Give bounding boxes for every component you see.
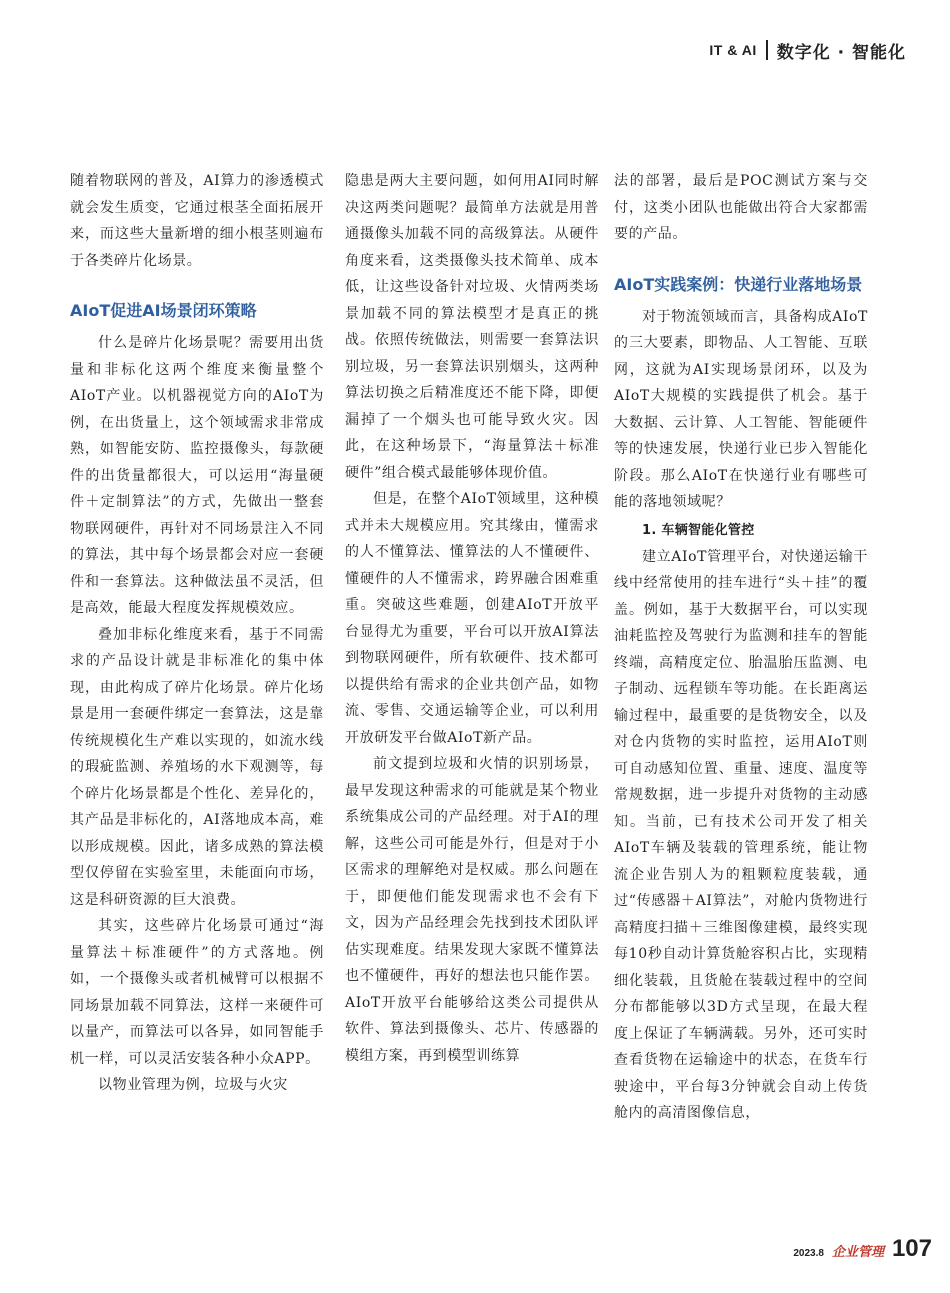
paragraph: 但是，在整个AIoT领域里，这种模式并未大规模应用。究其缘由，懂需求的人不懂算法、懂算法的人不懂硬件、懂硬件的人不懂需求，跨界融合困难重重。突破这些难题，创建AIoT开放平台显得尤为重要，平台可以开放AI算法到物联网硬件，所有软硬件、技术都可以提供给有需求的企业共创产品，如物流、零售、交通运输等企业，可以利用开放研发平台做AIoT新产品。 (345, 491, 599, 746)
page-number: 107 (891, 1235, 932, 1262)
subsection-heading: 1. 车辆智能化管控 (642, 522, 755, 538)
paragraph: 其实，这些碎片化场景可通过“海量算法＋标准硬件”的方式落地。例如，一个摄像头或者机械臂可以根据不同场景加载不同算法，这样一来硬件可以量产，而算法可以各异，如同智能手机一样，可以灵活安装各种小众APP。 (70, 918, 324, 1067)
section-tag: IT & AI (709, 42, 757, 58)
column-3 (614, 168, 868, 1127)
paragraph: 什么是碎片化场景呢？需要用出货量和非标化这两个维度来衡量整个AIoT产业。以机器视觉方向的AIoT为例，在出货量上，这个领域需求非常成熟，如智能安防、监控摄像头，每款硬件的出货量都很大，可以运用“海量硬件＋定制算法”的方式，先做出一整套物联网硬件，再针对不同场景注入不同的算法，其中每个场景都会对应一套硬件和一套算法。这种做法虽不灵活，但是高效，能最大程度发挥规模效应。 (70, 335, 324, 616)
issue-date: 2023.8 (793, 1248, 824, 1259)
section-heading: AIoT实践案例：快递行业落地场景 (614, 274, 863, 294)
magazine-logo: 企业管理 (831, 1245, 884, 1260)
paragraph: 法的部署，最后是POC测试方案与交付，这类小团队也能做出符合大家都需要的产品。 (614, 173, 868, 242)
paragraph: 前文提到垃圾和火情的识别场景，最早发现这种需求的可能就是某个物业系统集成公司的产品经理。对于AI的理解，这些公司可能是外行，但是对于小区需求的理解绝对是权威。那么问题在于，即便他们能发现需求也不会有下文，因为产品经理会先找到技术团队评估实现难度。结果发现大家既不懂算法也不懂硬件，再好的想法也只能作罢。AIoT开放平台能够给这类公司提供从软件、算法到摄像头、芯片、传感器的模组方案，再到模型训练算 (345, 756, 599, 1064)
header-divider (766, 40, 768, 60)
running-header (709, 38, 906, 62)
paragraph: 建立AIoT管理平台，对快递运输干线中经常使用的挂车进行“头＋挂”的覆盖。例如，基于大数据平台，可以实现油耗监控及驾驶行为监测和挂车的智能终端，高精度定位、胎温胎压监测、电子制动、远程锁车等功能。在长距离运输过程中，最重要的是货物安全，以及对仓内货物的实时监控，运用AIoT则可自动感知位置、重量、速度、温度等常规数据，进一步提升对货物的主动感知。当前，已有技术公司开发了相关AIoT车辆及装载的管理系统，能让物流企业告别人为的粗颗粒度装载，通过“传感器＋AI算法”，对舱内货物进行高精度扫描＋三维图像建模，最终实现每10秒自动计算货舱容积占比，实现精细化装载，且货舱在装载过程中的空间分布都能够以3D方式呈现，在最大程度上保证了车辆满载。另外，还可实时查看货物在运输途中的状态，在货车行驶途中，平台每3分钟就会自动上传货舱内的高清图像信息， (614, 548, 868, 1121)
paragraph: 以物业管理为例，垃圾与火灾 (98, 1077, 288, 1093)
paragraph: 隐患是两大主要问题，如何用AI同时解决这两类问题呢？最简单方法就是用普通摄像头加载不同的高级算法。从硬件角度来看，这类摄像头技术简单、成本低，让这些设备针对垃圾、火情两类场景加载不同的算法模型才是真正的挑战。依照传统做法，则需要一套算法识别垃圾，另一套算法识别烟头，这两种算法切换之后精准度还不能下降，即便漏掉了一个烟头也可能导致火灾。因此，在这种场景下，“海量算法＋标准硬件”组合模式最能够体现价值。 (345, 173, 599, 481)
paragraph: 对于物流领域而言，具备构成AIoT的三大要素，即物品、人工智能、互联网，这就为AI实现场景闭环，以及为AIoT大规模的实践提供了机会。基于大数据、云计算、人工智能、智能硬件等的快速发展，快递行业已步入智能化阶段。那么AIoT在快递行业有哪些可能的落地领域呢？ (614, 308, 868, 510)
page-footer (793, 1235, 932, 1263)
paragraph: 叠加非标化维度来看，基于不同需求的产品设计就是非标准化的集中体现，由此构成了碎片化场景。碎片化场景是用一套硬件绑定一套算法，这是靠传统规模化生产难以实现的，如流水线的瑕疵监测、养殖场的水下观测等，每个碎片化场景都是个性化、差异化的，其产品是非标化的，AI落地成本高，难以形成规模。因此，诸多成熟的算法模型仅停留在实验室里，未能面向市场，这是科研资源的巨大浪费。 (70, 626, 324, 908)
section-heading: AIoT促进AI场景闭环策略 (70, 301, 257, 320)
section-title: 数字化 · 智能化 (776, 42, 906, 63)
paragraph: 随着物联网的普及，AI算力的渗透模式就会发生质变，它通过根茎全面拓展开来，而这些大量新增的细小根茎则遍布于各类碎片化场景。 (70, 173, 324, 269)
column-2 (345, 168, 599, 1069)
column-1 (70, 168, 324, 1099)
